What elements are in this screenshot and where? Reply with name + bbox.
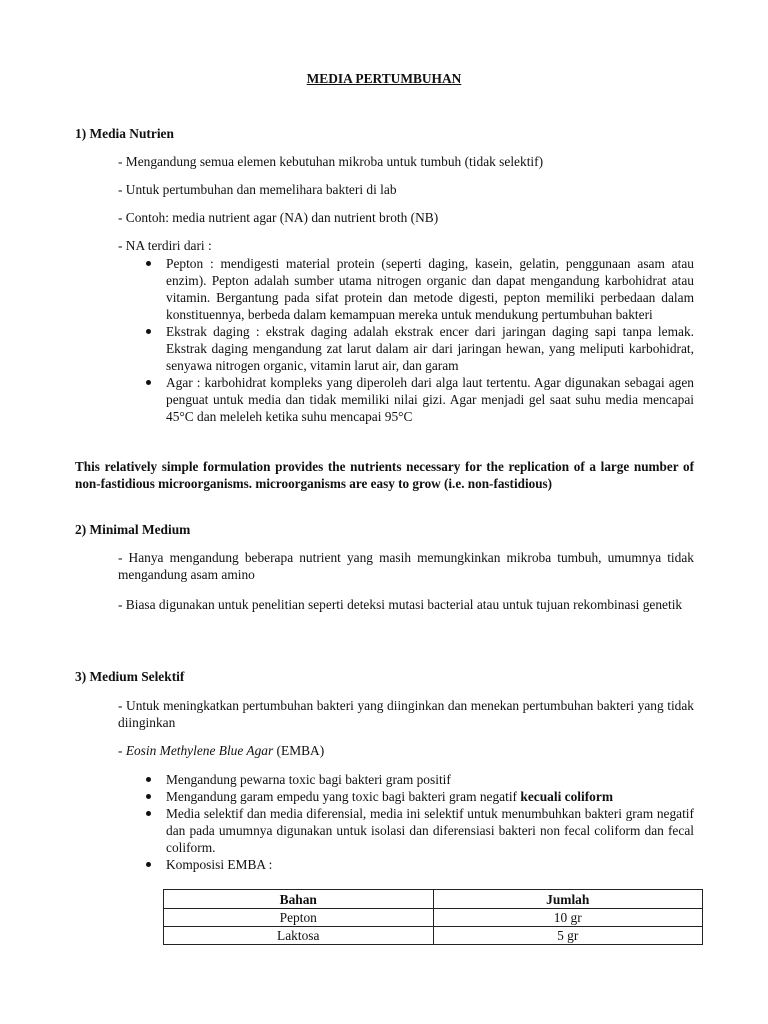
column-header: Bahan	[164, 890, 434, 909]
list-item	[118, 771, 694, 788]
list-item-text: Agar : karbohidrat kompleks yang diperoleh dari alga laut tertentu. Agar digunakan sebagai agen penguat untuk media dan tidak memiliki nilai gizi. Agar menjadi gel saat suhu media mencapai 45°C dan meleleh ketika suhu mencapai 95°C	[166, 375, 694, 424]
english-note: This relatively simple formulation provides the nutrients necessary for the replication of a large number of non-fastidious microorganisms. microorganisms are easy to grow (i.e. non-fastidious)	[75, 459, 694, 491]
bullet-icon	[146, 794, 151, 799]
list-item	[118, 788, 694, 805]
bullet-icon	[146, 380, 151, 385]
paragraph: - Untuk meningkatkan pertumbuhan bakteri yang diinginkan dan menekan pertumbuhan bakteri yang tidak diinginkan	[118, 698, 694, 730]
list-item-text: Mengandung garam empedu yang toxic bagi bakteri gram negatif	[166, 789, 521, 804]
emba-abbr: (EMBA)	[273, 743, 325, 758]
column-header: Jumlah	[433, 890, 703, 909]
list-item-text: Mengandung pewarna toxic bagi bakteri gram positif	[166, 772, 451, 787]
bullet-icon	[146, 261, 151, 266]
list-item	[118, 323, 694, 374]
paragraph: - Mengandung semua elemen kebutuhan mikroba untuk tumbuh (tidak selektif)	[118, 154, 544, 169]
section-heading-minimal-medium: 2) Minimal Medium	[75, 522, 191, 537]
table-row	[164, 927, 703, 945]
list-item	[118, 374, 694, 425]
table-cell: 10 gr	[433, 909, 703, 927]
bullet-icon	[146, 811, 151, 816]
bullet-icon	[146, 329, 151, 334]
list-item	[118, 255, 694, 323]
table-cell: 5 gr	[433, 927, 703, 945]
bullet-icon	[146, 862, 151, 867]
emba-composition-table	[163, 889, 703, 945]
emba-prefix: -	[118, 743, 126, 758]
table-cell: Pepton	[164, 909, 434, 927]
bullet-icon	[146, 777, 151, 782]
list-item	[118, 805, 694, 856]
list-item-emphasis: kecuali coliform	[520, 789, 613, 804]
list-item-text: Media selektif dan media diferensial, media ini selektif untuk menumbuhkan bakteri gram negatif dan pada umumnya digunakan untuk isolasi dan diferensiasi bakteri non fecal coliform dan fecal coliform.	[166, 806, 694, 855]
paragraph: - Biasa digunakan untuk penelitian seperti deteksi mutasi bacterial atau untuk tujuan rekombinasi genetik	[118, 597, 683, 612]
section-heading-media-nutrien: 1) Media Nutrien	[75, 126, 174, 141]
emba-point-list	[118, 771, 694, 873]
table-cell: Laktosa	[164, 927, 434, 945]
list-item-text: Ekstrak daging : ekstrak daging adalah ekstrak encer dari jaringan daging sapi tanpa lemak. Ekstrak daging mengandung zat larut dalam air dari jaringan hewan, yang meliputi karbohidrat, senyawa nitrogen organic, vitamin larut air, dan garam	[166, 324, 694, 373]
table-row	[164, 909, 703, 927]
list-item	[118, 856, 694, 873]
emba-title	[118, 742, 694, 759]
paragraph: - NA terdiri dari :	[118, 238, 212, 253]
paragraph: - Contoh: media nutrient agar (NA) dan nutrient broth (NB)	[118, 210, 439, 225]
list-item-text: Pepton : mendigesti material protein (seperti daging, kasein, gelatin, penggunaan asam atau enzim). Pepton adalah sumber utama nitrogen organic dan dapat mengandung karbohidrat atau vitamin. Bergantung pada sifat protein dan metode digesti, pepton memiliki perbedaan dalam konstituennya, berbeda dalam kemampuan mereka untuk mendukung pertumbuhan bakteri	[166, 256, 694, 322]
page-title: MEDIA PERTUMBUHAN	[306, 71, 462, 86]
paragraph: - Untuk pertumbuhan dan memelihara bakteri di lab	[118, 182, 397, 197]
paragraph: - Hanya mengandung beberapa nutrient yang masih memungkinkan mikroba tumbuh, umumnya tidak mengandung asam amino	[118, 550, 694, 582]
na-component-list	[118, 255, 694, 425]
list-item-text: Komposisi EMBA :	[166, 857, 273, 872]
section-heading-medium-selektif: 3) Medium Selektif	[75, 669, 185, 684]
table-header-row	[164, 890, 703, 909]
emba-name: Eosin Methylene Blue Agar	[125, 743, 274, 758]
